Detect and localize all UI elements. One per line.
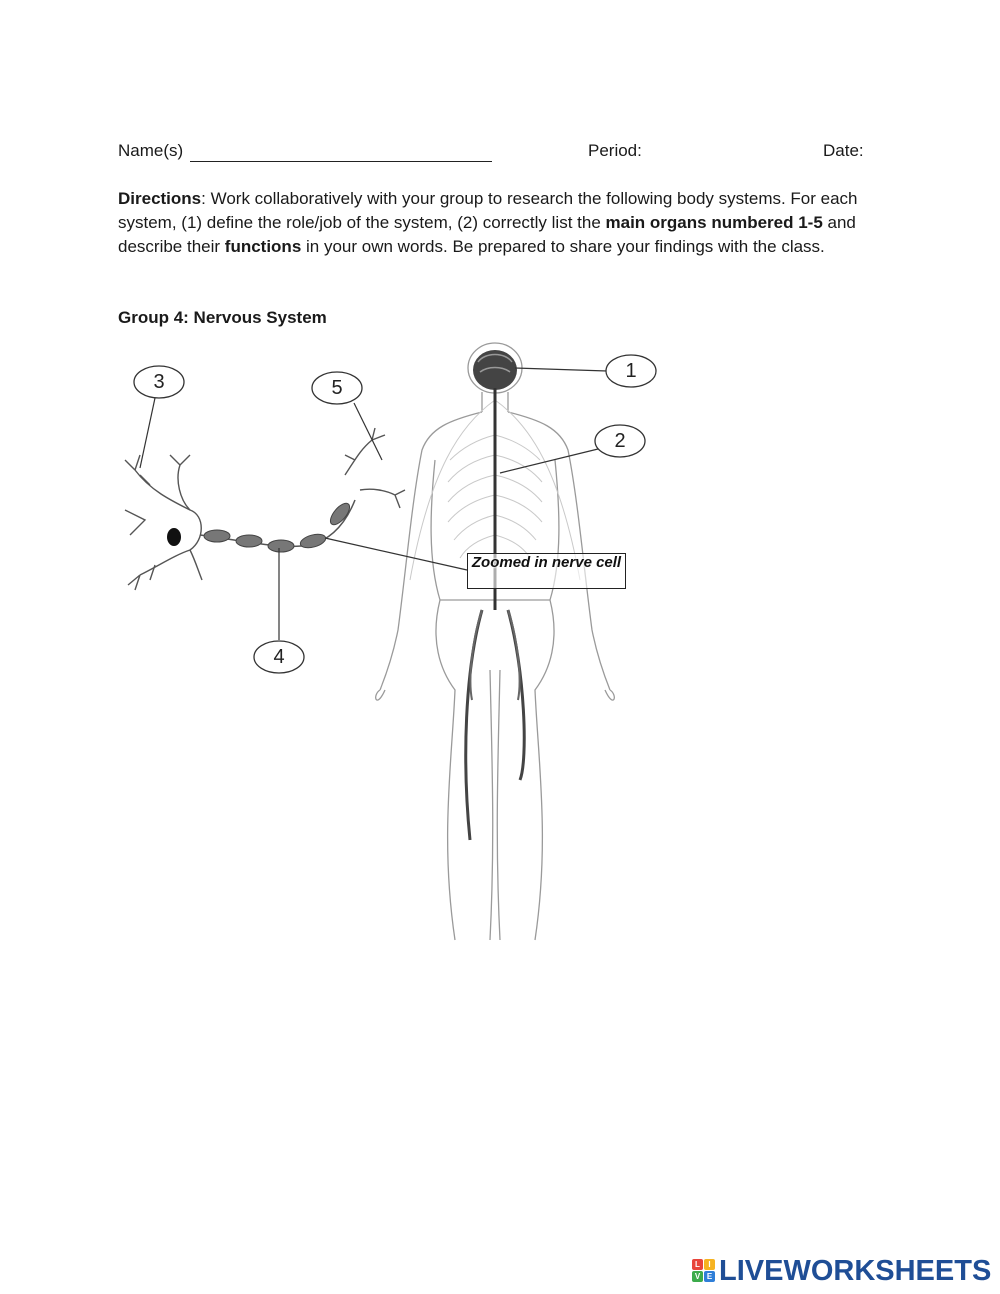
logo-mark-e: E xyxy=(704,1271,715,1282)
nervous-system-diagram xyxy=(110,340,690,950)
directions-text-3: in your own words. Be prepared to share your findings with the class. xyxy=(301,237,825,256)
directions-lead: Directions xyxy=(118,189,202,208)
callout-lines xyxy=(140,368,607,640)
directions-bold-functions: functions xyxy=(224,237,302,256)
neuron xyxy=(125,428,405,590)
callout-1-label: 1 xyxy=(625,359,637,382)
header-row xyxy=(118,141,878,165)
callout-2 xyxy=(594,424,646,458)
directions-text-2: and describe their xyxy=(118,213,856,256)
neuron-nucleus xyxy=(167,528,181,546)
callout-4-label: 4 xyxy=(273,645,285,668)
callout-4 xyxy=(253,640,305,674)
brain-shape xyxy=(473,350,517,390)
period-label: Period: xyxy=(588,141,642,160)
group-title: Group 4: Nervous System xyxy=(118,308,327,327)
date-label: Date: xyxy=(823,141,864,160)
logo-mark-i: I xyxy=(704,1259,715,1270)
logo-mark-icon xyxy=(692,1259,716,1283)
logo-mark-l: L xyxy=(692,1259,703,1270)
callout-1 xyxy=(605,354,657,388)
callout-3 xyxy=(133,365,185,399)
myelin-sheaths xyxy=(204,500,353,552)
zoomed-nerve-cell-label: Zoomed in nerve cell xyxy=(467,553,626,589)
directions-bold-organs: main organs numbered 1-5 xyxy=(605,213,823,232)
name-label: Name(s) xyxy=(118,141,184,160)
logo-text: LIVEWORKSHEETS xyxy=(719,1254,992,1287)
callout-5-label: 5 xyxy=(331,376,343,399)
directions-paragraph xyxy=(118,187,893,259)
callout-2-label: 2 xyxy=(614,429,626,452)
callout-5 xyxy=(311,371,363,405)
logo-mark-v: V xyxy=(692,1271,703,1282)
callout-3-label: 3 xyxy=(153,370,165,393)
liveworksheets-logo[interactable] xyxy=(692,1254,991,1288)
name-input-line[interactable] xyxy=(190,141,492,162)
directions-text-1: : Work collaboratively with your group to research the following body systems. For each system, (1) define the role/job of the system, (2) correctly list the xyxy=(118,189,858,232)
